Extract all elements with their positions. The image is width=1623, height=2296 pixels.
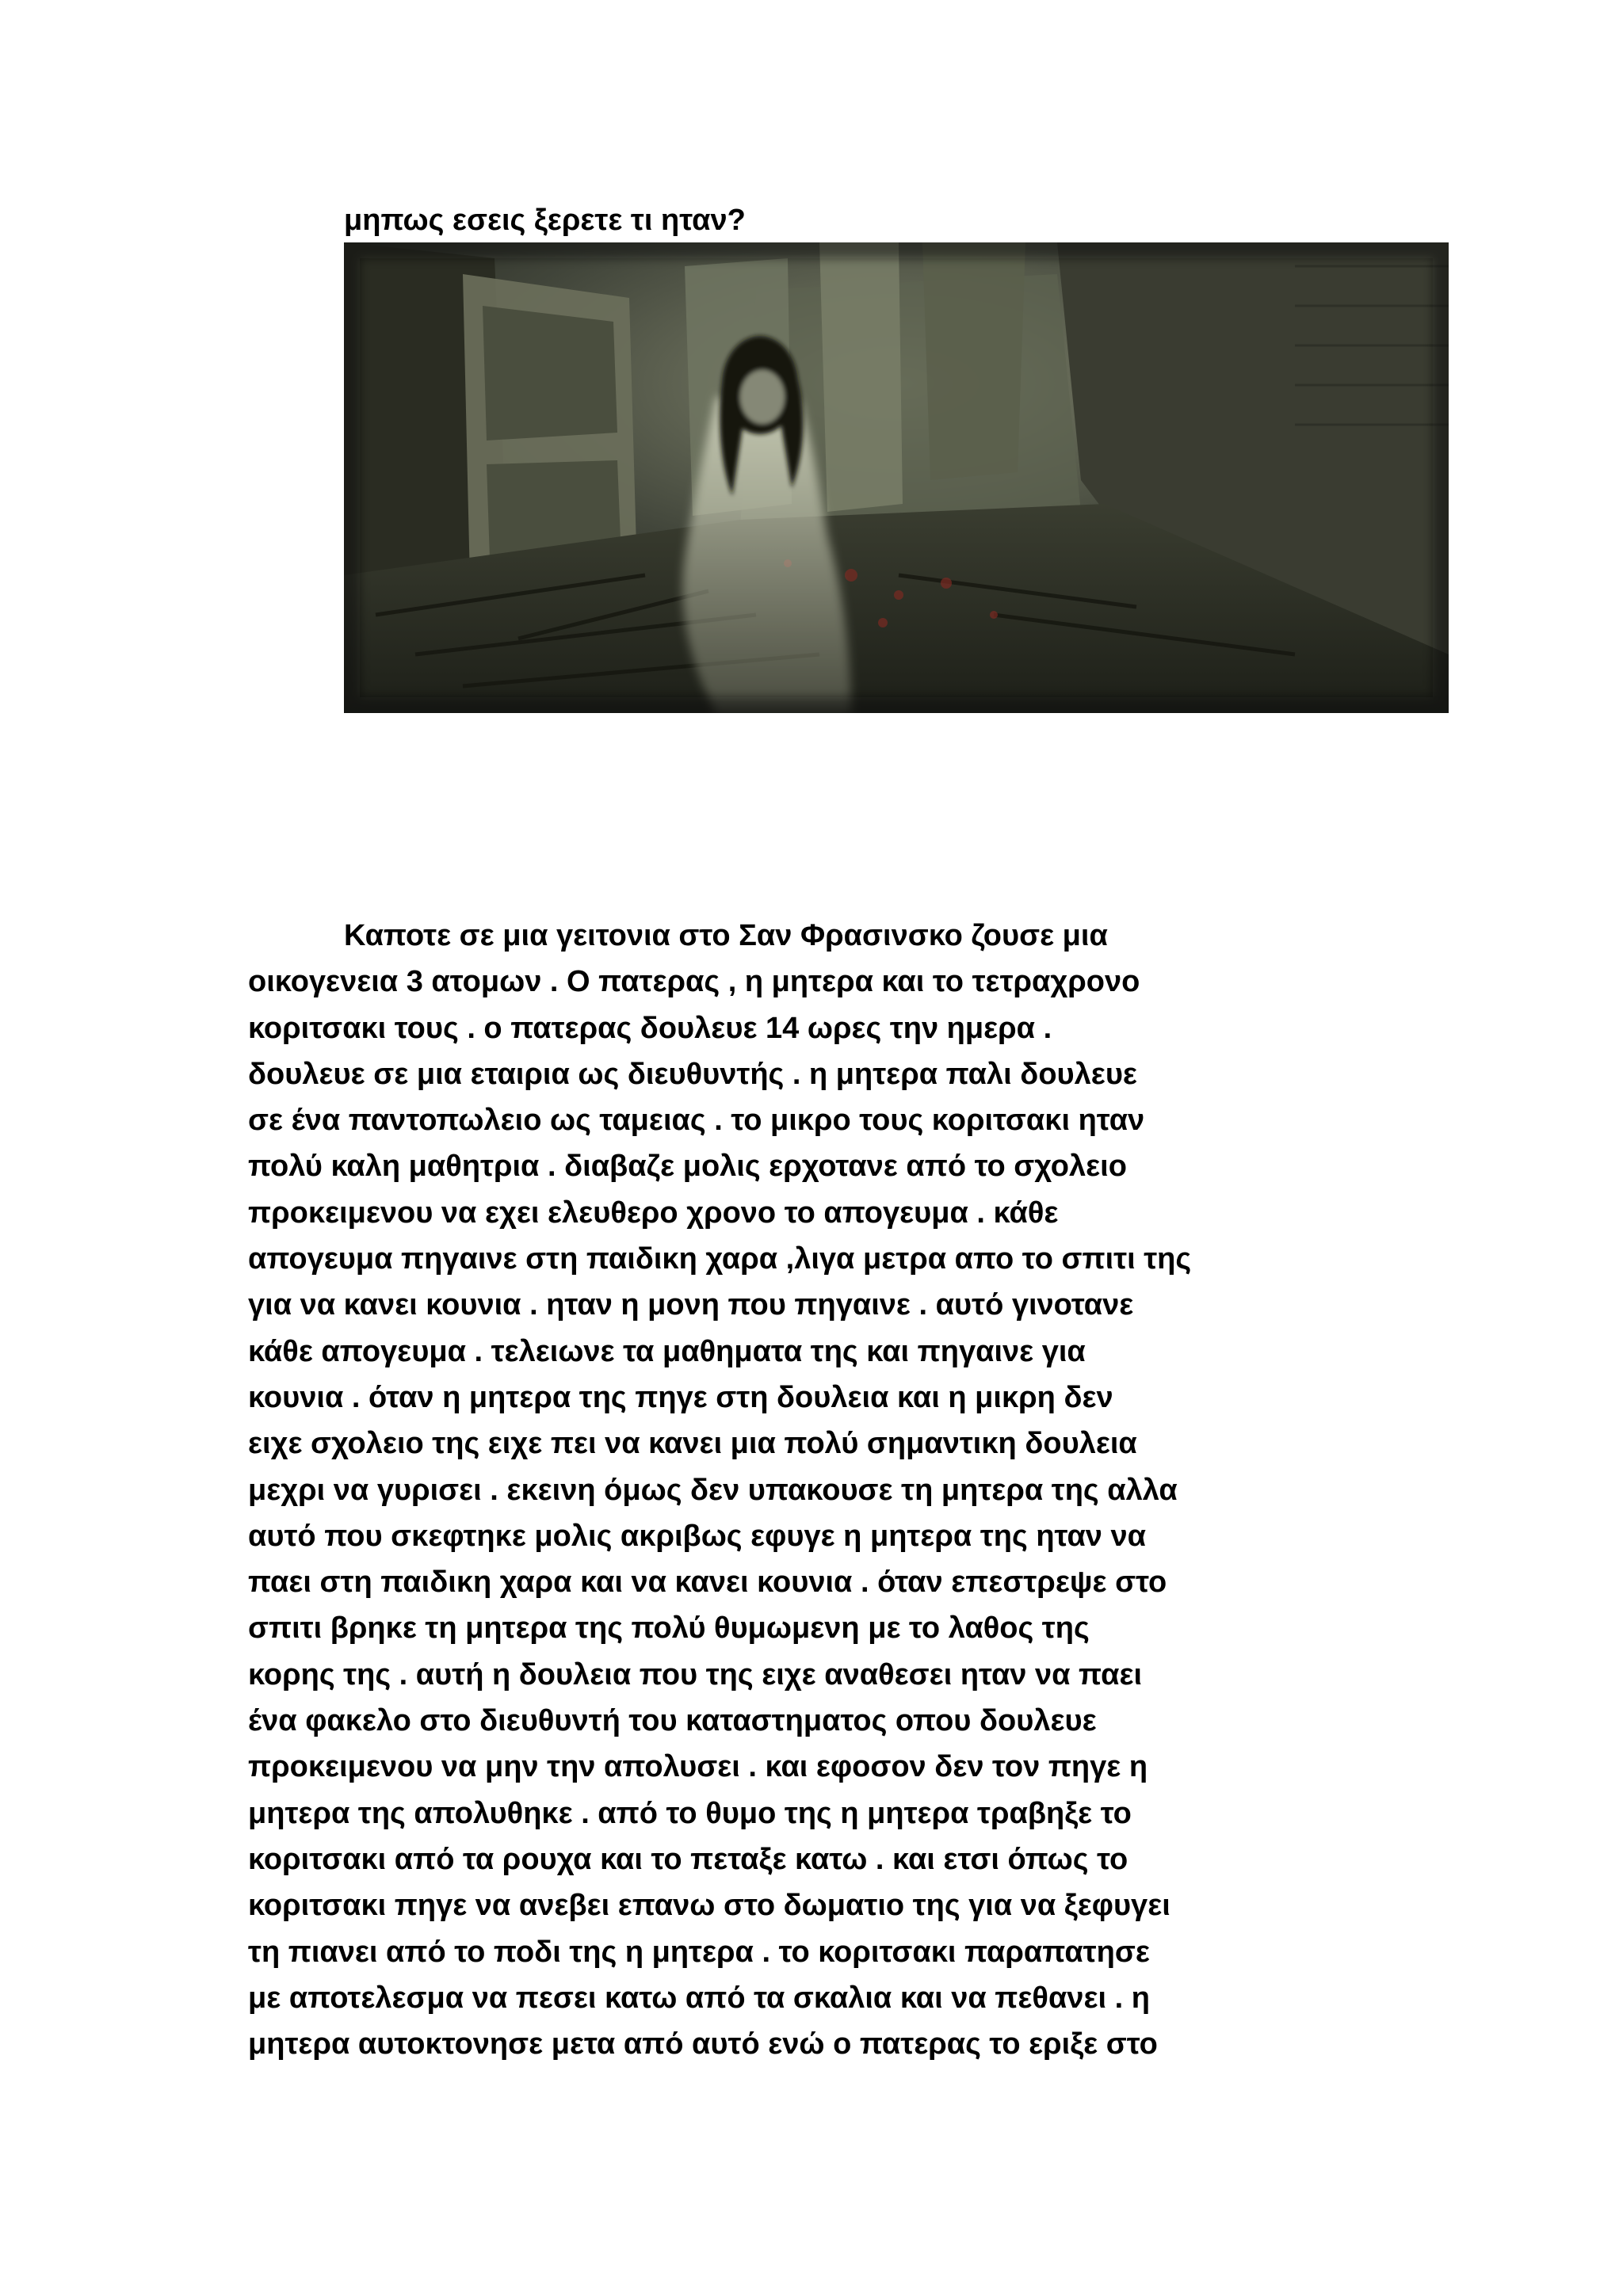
story-line: κοριτσακι τους . ο πατερας δουλευε 14 ωρες την ημερα . — [248, 1011, 1052, 1045]
story-text — [248, 913, 1405, 2067]
story-line: σπιτι βρηκε τη μητερα της πολύ θυμωμενη με το λαθος της — [248, 1611, 1090, 1646]
story-line: προκειμενου να εχει ελευθερο χρονο το απογευμα . κάθε — [248, 1196, 1059, 1230]
ghost-girl-image-icon — [344, 242, 1449, 713]
story-line: δουλευε σε μια εταιρια ως διευθυντής . η μητερα παλι δουλευε — [248, 1057, 1137, 1091]
story-line: οικογενεια 3 ατομων . Ο πατερας , η μητερα και το τετραχρονο — [248, 965, 1140, 999]
story-line: απογευμα πηγαινε στη παιδικη χαρα ,λιγα μετρα απο το σπιτι της — [248, 1242, 1192, 1276]
story-line: αυτό που σκεφτηκε μολις ακριβως εφυγε η μητερα της ηταν να — [248, 1519, 1146, 1553]
story-line: προκειμενου να μην την απολυσει . και εφοσον δεν τον πηγε η — [248, 1750, 1148, 1784]
question-heading: μηπως εσεις ξερετε τι ηταν? — [344, 204, 746, 237]
story-line: κάθε απογευμα . τελειωνε τα μαθηματα της και πηγαινε για — [248, 1334, 1086, 1368]
story-line: κοριτσακι πηγε να ανεβει επανω στο δωματιο της για να ξεφυγει — [248, 1889, 1170, 1923]
story-line: κοριτσακι από τα ρουχα και το πεταξε κατω . και ετσι όπως το — [248, 1842, 1128, 1876]
story-line: μητερα αυτοκτονησε μετα από αυτό ενώ ο πατερας το εριξε στο — [248, 2027, 1158, 2061]
story-line: για να κανει κουνια . ηταν η μονη που πηγαινε . αυτό γινοτανε — [248, 1288, 1134, 1322]
story-line: Καποτε σε μια γειτονια στο Σαν Φρασινσκο ζουσε μια — [344, 919, 1108, 952]
story-line: πολύ καλη μαθητρια . διαβαζε μολις ερχοτανε από το σχολειο — [248, 1150, 1127, 1184]
story-line: τη πιανει από το ποδι της η μητερα . το κοριτσακι παραπατησε — [248, 1935, 1150, 1969]
story-line: κορης της . αυτή η δουλεια που της ειχε αναθεσει ηταν να παει — [248, 1657, 1143, 1691]
ghost-girl-photo — [344, 242, 1449, 713]
story-line: μητερα της απολυθηκε . από το θυμο της η μητερα τραβηξε το — [248, 1796, 1132, 1830]
story-line: κουνια . όταν η μητερα της πηγε στη δουλεια και η μικρη δεν — [248, 1380, 1113, 1414]
story-line: παει στη παιδικη χαρα και να κανει κουνια . όταν επεστρεψε στο — [248, 1566, 1167, 1600]
story-line: ειχε σχολειο της ειχε πει να κανει μια πολύ σημαντικη δουλεια — [248, 1427, 1137, 1461]
story-line: ένα φακελο στο διευθυντή του καταστηματος οπου δουλευε — [248, 1704, 1097, 1738]
story-line: με αποτελεσμα να πεσει κατω από τα σκαλια και να πεθανει . η — [248, 1981, 1150, 2015]
story-line: μεχρι να γυρισει . εκεινη όμως δεν υπακουσε τη μητερα της αλλα — [248, 1473, 1178, 1507]
story-line: σε ένα παντοπωλειο ως ταμειας . το μικρο τους κοριτσακι ηταν — [248, 1104, 1145, 1138]
